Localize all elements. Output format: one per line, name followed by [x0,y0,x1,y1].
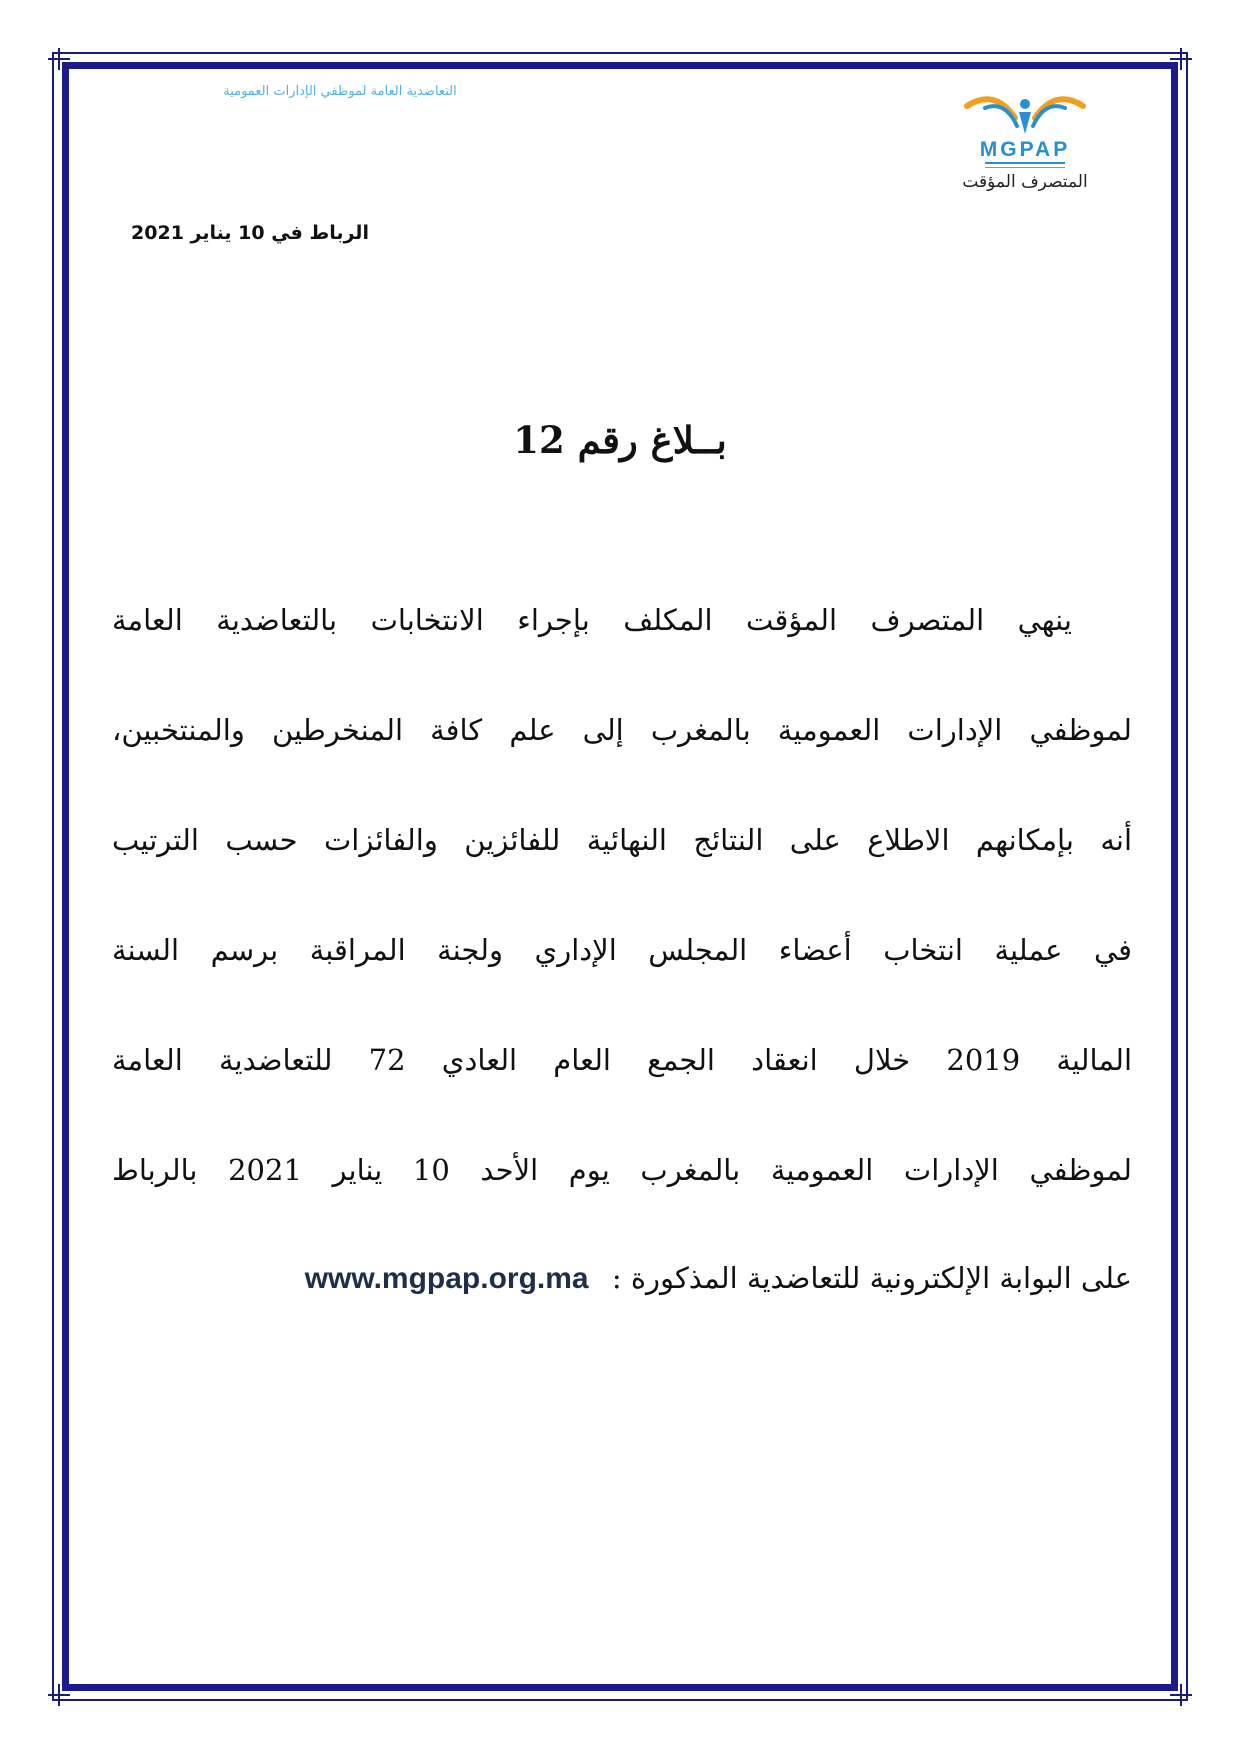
corner-ornament-top-right [1170,48,1192,70]
body-line: ينهي المتصرف المؤقت المكلف بإجراء الانتخابات بالتعاضدية العامة [112,603,1072,637]
corner-ornament-top-left [48,48,70,70]
header-tagline: التعاضدية العامة لموظفي الإدارات العمومية [223,84,457,99]
logo-wordmark: MGPAP [979,138,1071,161]
mgpap-logo [955,88,1095,178]
document-date: الرباط في 10 يناير 2021 [131,222,369,244]
body-last-line [112,1258,1132,1299]
website-link[interactable]: www.mgpap.org.ma [304,1262,589,1295]
portal-text: على البوابة الإلكترونية للتعاضدية المذكورة : [611,1261,1132,1295]
body-line: لموظفي الإدارات العمومية بالمغرب إلى علم كافة المنخرطين والمنتخبين، [112,713,1132,747]
page-border-inner [62,62,1178,1691]
body-line: لموظفي الإدارات العمومية بالمغرب يوم الأحد 10 يناير 2021 بالرباط [112,1153,1132,1187]
body-line: المالية 2019 خلال انعقاد الجمع العام العادي 72 للتعاضدية العامة [112,1043,1133,1077]
mgpap-logo-icon [955,88,1095,178]
document-title: بــلاغ رقم 12 [513,418,727,462]
body-line: أنه بإمكانهم الاطلاع على النتائج النهائية للفائزين والفائزات حسب الترتيب [112,823,1132,857]
body-line: في عملية انتخاب أعضاء المجلس الإداري ولجنة المراقبة برسم السنة [112,933,1132,967]
corner-ornament-bottom-left [48,1684,70,1706]
logo-caption: المتصرف المؤقت [962,172,1088,192]
corner-ornament-bottom-right [1170,1684,1192,1706]
